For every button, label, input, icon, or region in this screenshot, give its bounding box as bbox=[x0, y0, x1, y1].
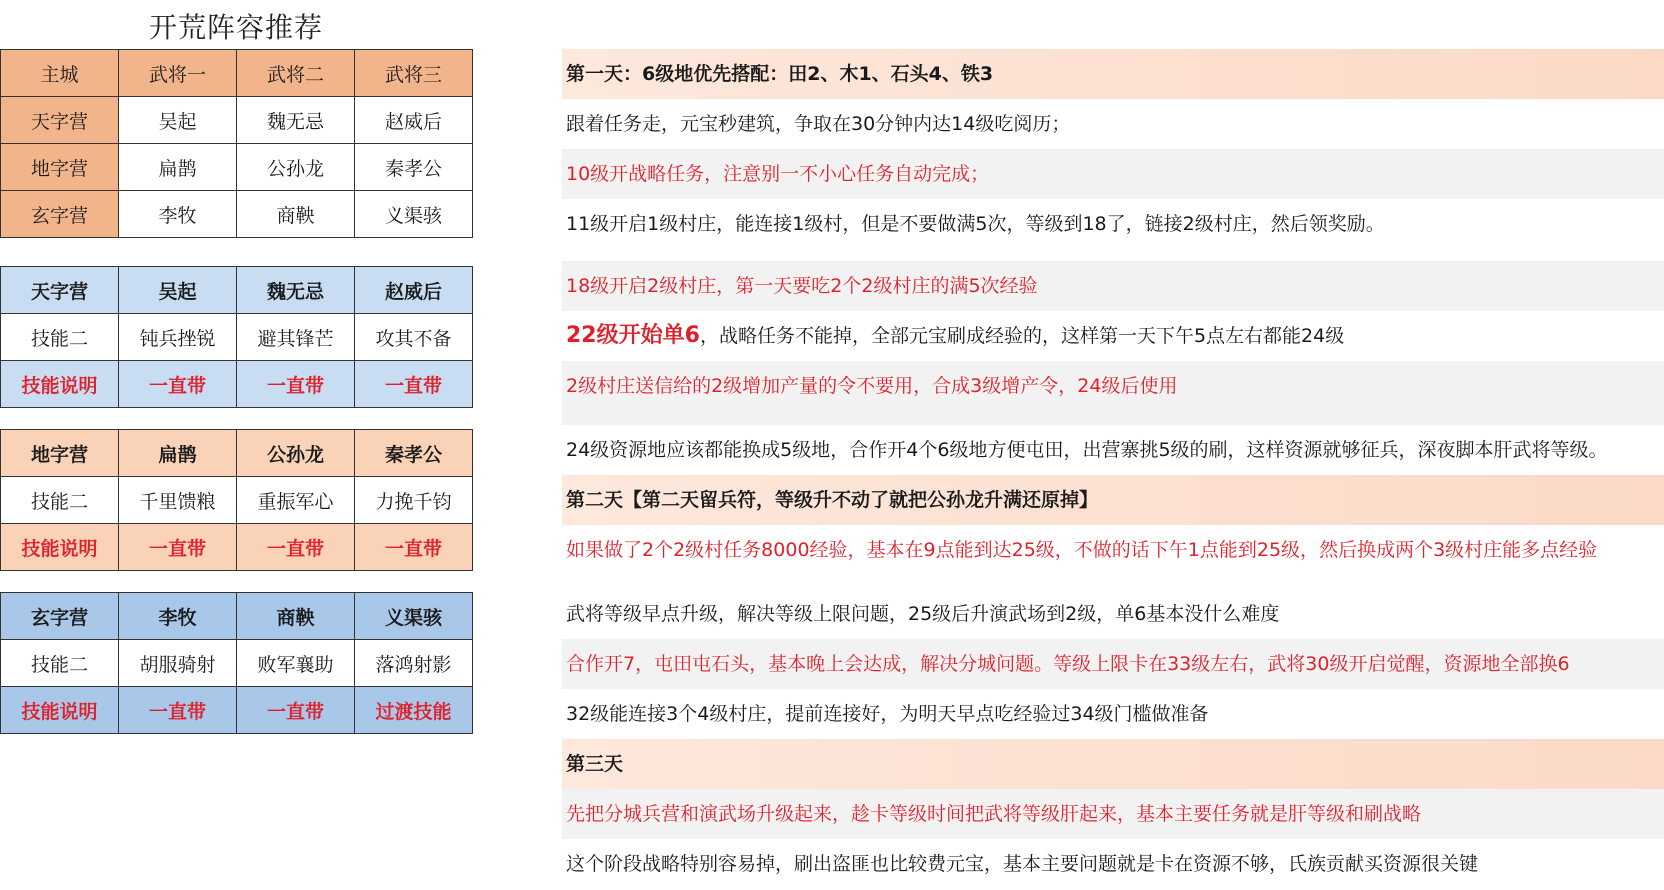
general-name: 秦孝公 bbox=[355, 430, 473, 477]
camp-cell: 天字营 bbox=[1, 97, 119, 144]
general-cell: 秦孝公 bbox=[355, 144, 473, 191]
camp-table-di bbox=[0, 429, 473, 571]
general-cell: 公孙龙 bbox=[237, 144, 355, 191]
table-row bbox=[1, 524, 473, 571]
table-row bbox=[1, 314, 473, 361]
skill-cell: 重振军心 bbox=[237, 477, 355, 524]
desc-label: 技能说明 bbox=[1, 361, 119, 408]
note-line: 如果做了2个2级村任务8000经验，基本在9点能到达25级，不做的话下午1点能到25级，然后换成两个3级村庄能多点经验 bbox=[562, 525, 1664, 589]
general-cell: 商鞅 bbox=[237, 191, 355, 238]
general-name: 李牧 bbox=[119, 593, 237, 640]
skill-cell: 落鸿射影 bbox=[355, 640, 473, 687]
table-row bbox=[1, 687, 473, 734]
desc-cell: 一直带 bbox=[355, 524, 473, 571]
camp-name: 玄字营 bbox=[1, 593, 119, 640]
header-cell: 武将三 bbox=[355, 50, 473, 97]
general-name: 扁鹊 bbox=[119, 430, 237, 477]
skill-label: 技能二 bbox=[1, 477, 119, 524]
table-row bbox=[1, 361, 473, 408]
skill-cell: 败军襄助 bbox=[237, 640, 355, 687]
day1-heading: 第一天：6级地优先搭配：田2、木1、石头4、铁3 bbox=[562, 49, 1664, 99]
header-cell: 主城 bbox=[1, 50, 119, 97]
table-row bbox=[1, 191, 473, 238]
general-cell: 扁鹊 bbox=[119, 144, 237, 191]
skill-label: 技能二 bbox=[1, 640, 119, 687]
desc-cell: 一直带 bbox=[119, 361, 237, 408]
desc-cell: 一直带 bbox=[119, 687, 237, 734]
general-name: 义渠骇 bbox=[355, 593, 473, 640]
header-cell: 武将二 bbox=[237, 50, 355, 97]
table-row bbox=[1, 430, 473, 477]
desc-label: 技能说明 bbox=[1, 687, 119, 734]
note-line: 18级开启2级村庄，第一天要吃2个2级村庄的满5次经验 bbox=[562, 261, 1664, 311]
camp-name: 地字营 bbox=[1, 430, 119, 477]
table-row bbox=[1, 50, 473, 97]
note-highlight: 22级开始单6 bbox=[566, 323, 700, 348]
general-cell: 吴起 bbox=[119, 97, 237, 144]
note-line: 10级开战略任务，注意别一不小心任务自动完成； bbox=[562, 149, 1664, 199]
page-title: 开荒阵容推荐 bbox=[148, 11, 323, 44]
note-line: 武将等级早点升级，解决等级上限问题，25级后升演武场到2级，单6基本没什么难度 bbox=[562, 589, 1664, 639]
desc-cell: 一直带 bbox=[237, 524, 355, 571]
note-line: 先把分城兵营和演武场升级起来，趁卡等级时间把武将等级肝起来，基本主要任务就是肝等级和刷战略 bbox=[562, 789, 1664, 839]
note-line bbox=[562, 311, 1664, 361]
skill-label: 技能二 bbox=[1, 314, 119, 361]
notes-list bbox=[562, 49, 1664, 889]
note-line: 跟着任务走，元宝秒建筑，争取在30分钟内达14级吃阅历； bbox=[562, 99, 1664, 149]
general-name: 公孙龙 bbox=[237, 430, 355, 477]
general-cell: 义渠骇 bbox=[355, 191, 473, 238]
general-name: 商鞅 bbox=[237, 593, 355, 640]
skill-cell: 钝兵挫锐 bbox=[119, 314, 237, 361]
camp-table-xuan bbox=[0, 592, 473, 734]
skill-cell: 避其锋芒 bbox=[237, 314, 355, 361]
note-line: 这个阶段战略特别容易掉，刷出盗匪也比较费元宝，基本主要问题就是卡在资源不够，氏族贡献买资源很关键 bbox=[562, 839, 1664, 889]
table-row bbox=[1, 593, 473, 640]
table-row bbox=[1, 97, 473, 144]
note-line: 11级开启1级村庄，能连接1级村，但是不要做满5次，等级到18了，链接2级村庄，然后领奖励。 bbox=[562, 199, 1664, 261]
desc-cell: 一直带 bbox=[237, 361, 355, 408]
note-text: ，战略任务不能掉，全部元宝刷成经验的，这样第一天下午5点左右都能24级 bbox=[699, 325, 1345, 347]
desc-cell: 一直带 bbox=[355, 361, 473, 408]
general-cell: 赵威后 bbox=[355, 97, 473, 144]
desc-cell: 过渡技能 bbox=[355, 687, 473, 734]
note-line: 32级能连接3个4级村庄，提前连接好，为明天早点吃经验过34级门槛做准备 bbox=[562, 689, 1664, 739]
skill-cell: 攻其不备 bbox=[355, 314, 473, 361]
note-line: 2级村庄送信给的2级增加产量的令不要用，合成3级增产令，24级后使用 bbox=[562, 361, 1664, 425]
table-row bbox=[1, 144, 473, 191]
skill-cell: 胡服骑射 bbox=[119, 640, 237, 687]
table-row bbox=[1, 640, 473, 687]
note-line: 合作开7，屯田屯石头，基本晚上会达成，解决分城问题。等级上限卡在33级左右，武将30级开启觉醒，资源地全部换6 bbox=[562, 639, 1664, 689]
skill-cell: 千里馈粮 bbox=[119, 477, 237, 524]
desc-cell: 一直带 bbox=[119, 524, 237, 571]
lineup-table bbox=[0, 49, 473, 238]
header-cell: 武将一 bbox=[119, 50, 237, 97]
day3-heading: 第三天 bbox=[562, 739, 1664, 789]
table-row bbox=[1, 477, 473, 524]
table-row bbox=[1, 267, 473, 314]
desc-cell: 一直带 bbox=[237, 687, 355, 734]
general-name: 吴起 bbox=[119, 267, 237, 314]
general-cell: 魏无忌 bbox=[237, 97, 355, 144]
general-name: 魏无忌 bbox=[237, 267, 355, 314]
desc-label: 技能说明 bbox=[1, 524, 119, 571]
general-cell: 李牧 bbox=[119, 191, 237, 238]
camp-cell: 地字营 bbox=[1, 144, 119, 191]
camp-name: 天字营 bbox=[1, 267, 119, 314]
camp-table-tian bbox=[0, 266, 473, 408]
skill-cell: 力挽千钧 bbox=[355, 477, 473, 524]
camp-cell: 玄字营 bbox=[1, 191, 119, 238]
note-line: 24级资源地应该都能换成5级地，合作开4个6级地方便屯田，出营寨挑5级的刷，这样资源就够征兵，深夜脚本肝武将等级。 bbox=[562, 425, 1664, 475]
general-name: 赵威后 bbox=[355, 267, 473, 314]
day2-heading: 第二天【第二天留兵符，等级升不动了就把公孙龙升满还原掉】 bbox=[562, 475, 1664, 525]
